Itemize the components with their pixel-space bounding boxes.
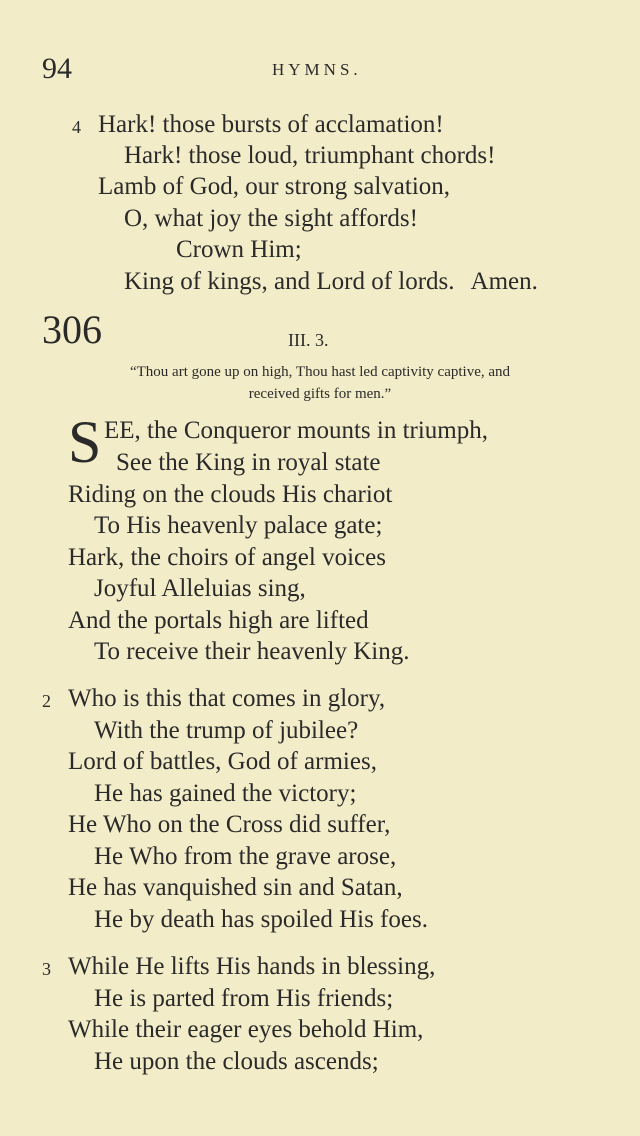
verse-line: He Who from the grave arose,	[94, 843, 397, 870]
hymn-number: 306	[42, 307, 102, 352]
verse-line: Hark, the choirs of angel voices	[68, 544, 386, 571]
verse-line: Lamb of God, our strong salvation,	[98, 173, 451, 200]
verse-line: Riding on the clouds His chariot	[68, 481, 393, 508]
hymn-meter: III. 3.	[288, 330, 329, 350]
stanza-number: 4	[72, 117, 81, 137]
verse-line: And the portals high are lifted	[68, 607, 369, 634]
verse-line: Crown Him;	[176, 236, 302, 263]
verse-line: To receive their heavenly King.	[94, 638, 410, 665]
verse-line	[124, 269, 538, 294]
stanza-number: 2	[42, 691, 51, 711]
verse-line: He has vanquished sin and Satan,	[68, 874, 403, 901]
verse-line: EE, the Conqueror mounts in triumph,	[104, 417, 488, 444]
verse-line: While He lifts His hands in blessing,	[68, 953, 436, 980]
page-number: 94	[42, 52, 72, 85]
verse-line: O, what joy the sight affords!	[124, 205, 418, 232]
verse-text: King of kings, and Lord of lords.	[124, 268, 455, 295]
verse-line: Hark! those bursts of acclamation!	[98, 111, 444, 138]
epigraph-line: received gifts for men.”	[248, 386, 392, 402]
verse-line: Who is this that comes in glory,	[68, 685, 386, 712]
verse-line: See the King in royal state	[116, 449, 381, 476]
epigraph-line: “Thou art gone up on high, Thou hast led captivity captive, and	[129, 364, 511, 380]
verse-line: He Who on the Cross did suffer,	[68, 811, 391, 838]
drop-cap: S	[68, 409, 102, 475]
verse-line: While their eager eyes behold Him,	[68, 1016, 424, 1043]
amen: Amen.	[470, 268, 538, 295]
verse-line: To His heavenly palace gate;	[94, 512, 383, 539]
running-header: HYMNS.	[272, 60, 362, 79]
verse-line: With the trump of jubilee?	[94, 717, 359, 744]
verse-line: He by death has spoiled His foes.	[94, 906, 428, 933]
verse-line: Hark! those loud, triumphant chords!	[124, 142, 496, 169]
stanza-number: 3	[42, 959, 51, 979]
verse-line: Lord of battles, God of armies,	[68, 748, 377, 775]
verse-line: Joyful Alleluias sing,	[94, 575, 306, 602]
verse-line: He is parted from His friends;	[94, 985, 394, 1012]
verse-line: He has gained the victory;	[94, 780, 357, 807]
verse-line: He upon the clouds ascends;	[94, 1048, 379, 1075]
